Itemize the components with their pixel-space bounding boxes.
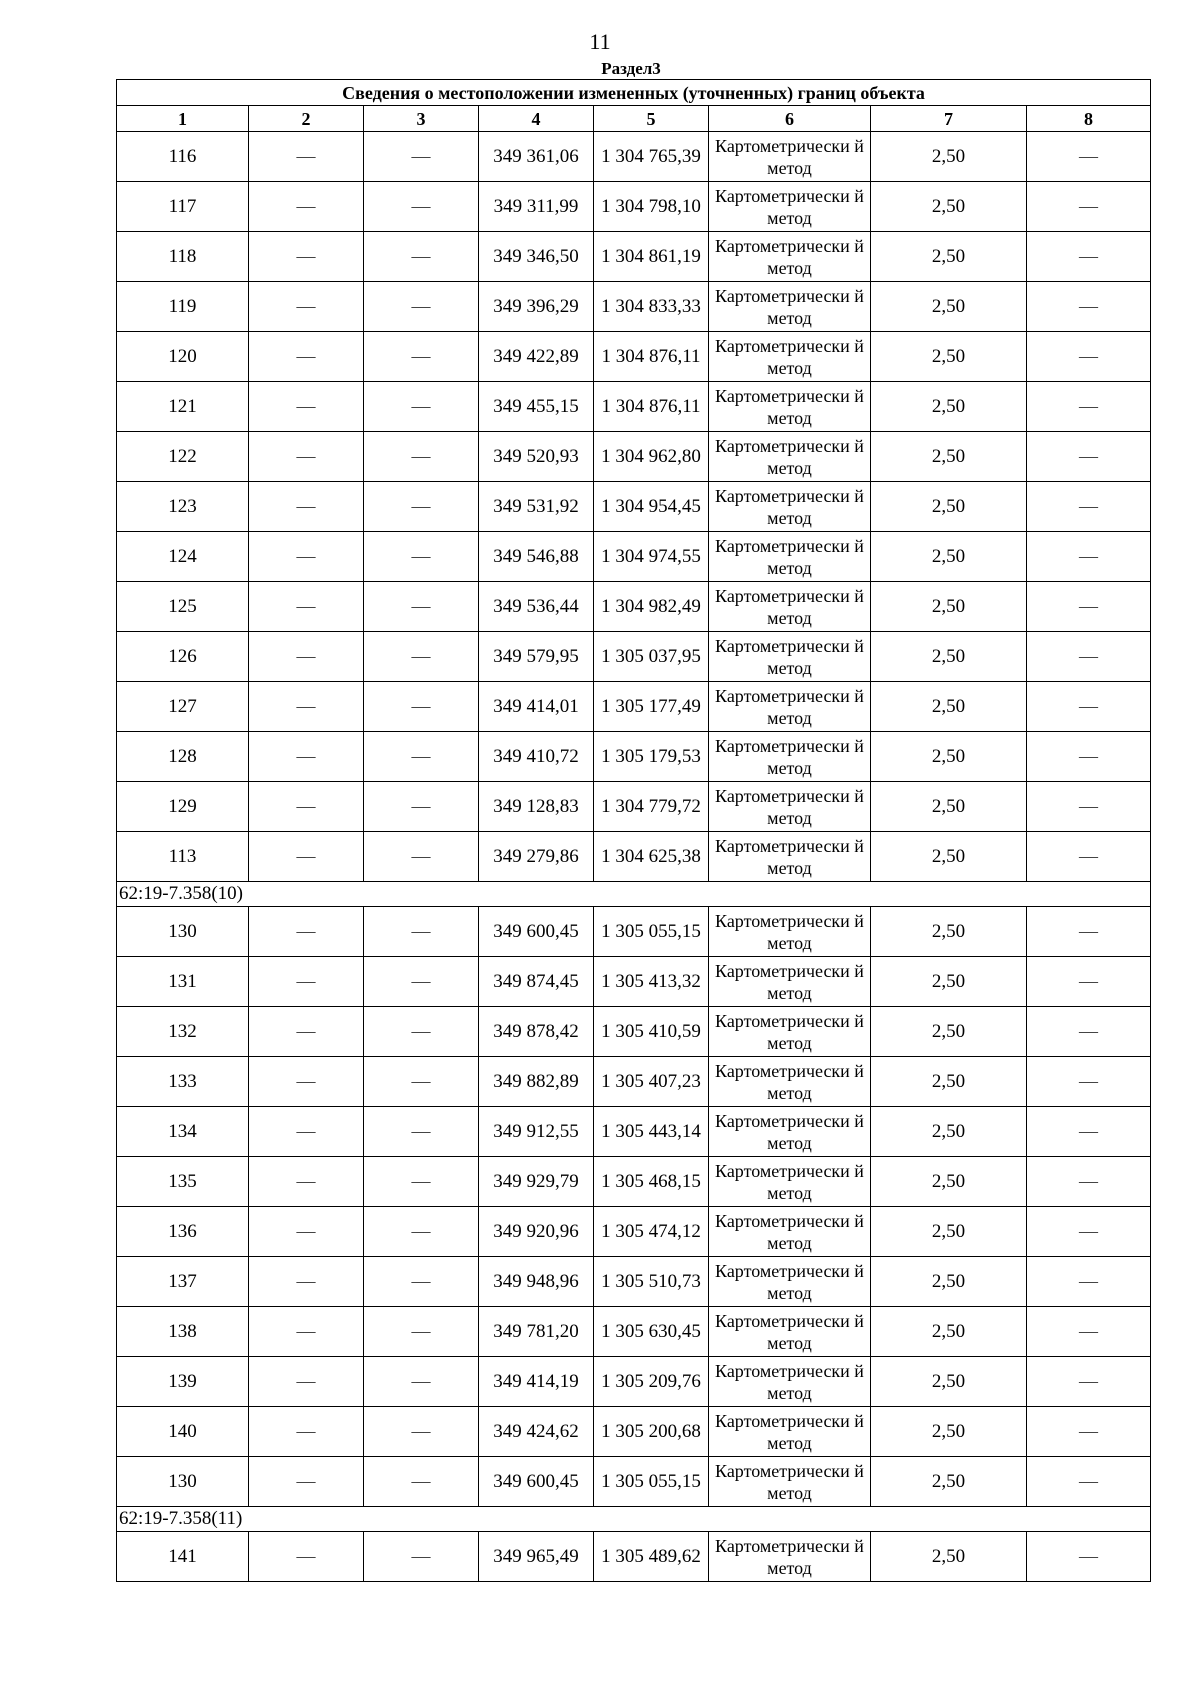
col2-cell: —: [249, 632, 364, 682]
col8-cell: —: [1027, 1407, 1151, 1457]
method-cell: Картометрически й метод: [709, 1157, 871, 1207]
col2-cell: —: [249, 682, 364, 732]
point-number-cell: 131: [117, 957, 249, 1007]
y-coordinate-cell: 1 304 798,10: [594, 182, 709, 232]
y-coordinate-cell: 1 305 474,12: [594, 1207, 709, 1257]
col8-cell: —: [1027, 682, 1151, 732]
column-header: 2: [249, 106, 364, 132]
accuracy-cell: 2,50: [871, 1007, 1027, 1057]
x-coordinate-cell: 349 965,49: [479, 1532, 594, 1582]
boundary-coordinates-table: [116, 79, 1151, 1582]
point-number-cell: 127: [117, 682, 249, 732]
accuracy-cell: 2,50: [871, 532, 1027, 582]
accuracy-cell: 2,50: [871, 1457, 1027, 1507]
table-row: [117, 732, 1151, 782]
y-coordinate-cell: 1 305 407,23: [594, 1057, 709, 1107]
y-coordinate-cell: 1 305 510,73: [594, 1257, 709, 1307]
accuracy-cell: 2,50: [871, 632, 1027, 682]
col8-cell: —: [1027, 582, 1151, 632]
col8-cell: —: [1027, 957, 1151, 1007]
x-coordinate-cell: 349 882,89: [479, 1057, 594, 1107]
column-header: 3: [364, 106, 479, 132]
point-number-cell: 138: [117, 1307, 249, 1357]
x-coordinate-cell: 349 410,72: [479, 732, 594, 782]
x-coordinate-cell: 349 346,50: [479, 232, 594, 282]
accuracy-cell: 2,50: [871, 1157, 1027, 1207]
table-row: [117, 1532, 1151, 1582]
point-number-cell: 116: [117, 132, 249, 182]
accuracy-cell: 2,50: [871, 1532, 1027, 1582]
column-header: 4: [479, 106, 594, 132]
point-number-cell: 124: [117, 532, 249, 582]
table-row: [117, 132, 1151, 182]
method-cell: Картометрически й метод: [709, 1007, 871, 1057]
col3-cell: —: [364, 832, 479, 882]
method-cell: Картометрически й метод: [709, 1107, 871, 1157]
accuracy-cell: 2,50: [871, 432, 1027, 482]
col3-cell: —: [364, 682, 479, 732]
y-coordinate-cell: 1 305 630,45: [594, 1307, 709, 1357]
x-coordinate-cell: 349 455,15: [479, 382, 594, 432]
col2-cell: —: [249, 957, 364, 1007]
column-header: 6: [709, 106, 871, 132]
col2-cell: —: [249, 1457, 364, 1507]
method-cell: Картометрически й метод: [709, 332, 871, 382]
point-number-cell: 117: [117, 182, 249, 232]
col8-cell: —: [1027, 1457, 1151, 1507]
col8-cell: —: [1027, 1157, 1151, 1207]
accuracy-cell: 2,50: [871, 332, 1027, 382]
col8-cell: —: [1027, 182, 1151, 232]
col2-cell: —: [249, 232, 364, 282]
point-number-cell: 113: [117, 832, 249, 882]
method-cell: Картометрически й метод: [709, 907, 871, 957]
col8-cell: —: [1027, 1007, 1151, 1057]
x-coordinate-cell: 349 912,55: [479, 1107, 594, 1157]
col3-cell: —: [364, 482, 479, 532]
table-row: [117, 682, 1151, 732]
method-cell: Картометрически й метод: [709, 1057, 871, 1107]
y-coordinate-cell: 1 304 974,55: [594, 532, 709, 582]
col3-cell: —: [364, 1157, 479, 1207]
col3-cell: —: [364, 1457, 479, 1507]
col3-cell: —: [364, 332, 479, 382]
col3-cell: —: [364, 582, 479, 632]
accuracy-cell: 2,50: [871, 232, 1027, 282]
method-cell: Картометрически й метод: [709, 732, 871, 782]
y-coordinate-cell: 1 305 055,15: [594, 1457, 709, 1507]
accuracy-cell: 2,50: [871, 582, 1027, 632]
col3-cell: —: [364, 132, 479, 182]
table-row: [117, 1157, 1151, 1207]
accuracy-cell: 2,50: [871, 832, 1027, 882]
x-coordinate-cell: 349 414,01: [479, 682, 594, 732]
accuracy-cell: 2,50: [871, 1257, 1027, 1307]
y-coordinate-cell: 1 304 876,11: [594, 382, 709, 432]
table-header-row: [117, 106, 1151, 132]
method-cell: Картометрически й метод: [709, 582, 871, 632]
point-number-cell: 118: [117, 232, 249, 282]
point-number-cell: 125: [117, 582, 249, 632]
table-row: [117, 532, 1151, 582]
method-cell: Картометрически й метод: [709, 182, 871, 232]
x-coordinate-cell: 349 311,99: [479, 182, 594, 232]
column-header: 5: [594, 106, 709, 132]
col3-cell: —: [364, 232, 479, 282]
y-coordinate-cell: 1 305 037,95: [594, 632, 709, 682]
method-cell: Картометрически й метод: [709, 1207, 871, 1257]
col3-cell: —: [364, 1007, 479, 1057]
table-row: [117, 1107, 1151, 1157]
x-coordinate-cell: 349 414,19: [479, 1357, 594, 1407]
point-number-cell: 120: [117, 332, 249, 382]
col3-cell: —: [364, 1107, 479, 1157]
group-row: [117, 1507, 1151, 1532]
method-cell: Картометрически й метод: [709, 1457, 871, 1507]
y-coordinate-cell: 1 305 413,32: [594, 957, 709, 1007]
point-number-cell: 122: [117, 432, 249, 482]
col8-cell: —: [1027, 282, 1151, 332]
method-cell: Картометрически й метод: [709, 482, 871, 532]
table-row: [117, 1407, 1151, 1457]
y-coordinate-cell: 1 304 876,11: [594, 332, 709, 382]
point-number-cell: 121: [117, 382, 249, 432]
point-number-cell: 134: [117, 1107, 249, 1157]
method-cell: Картометрически й метод: [709, 1532, 871, 1582]
point-number-cell: 132: [117, 1007, 249, 1057]
accuracy-cell: 2,50: [871, 682, 1027, 732]
col8-cell: —: [1027, 232, 1151, 282]
point-number-cell: 119: [117, 282, 249, 332]
x-coordinate-cell: 349 600,45: [479, 1457, 594, 1507]
accuracy-cell: 2,50: [871, 382, 1027, 432]
point-number-cell: 126: [117, 632, 249, 682]
y-coordinate-cell: 1 304 962,80: [594, 432, 709, 482]
y-coordinate-cell: 1 305 468,15: [594, 1157, 709, 1207]
col3-cell: —: [364, 1057, 479, 1107]
accuracy-cell: 2,50: [871, 1307, 1027, 1357]
col2-cell: —: [249, 1007, 364, 1057]
accuracy-cell: 2,50: [871, 1107, 1027, 1157]
accuracy-cell: 2,50: [871, 732, 1027, 782]
col8-cell: —: [1027, 782, 1151, 832]
accuracy-cell: 2,50: [871, 907, 1027, 957]
section-title: Раздел3: [601, 59, 661, 78]
col2-cell: —: [249, 582, 364, 632]
x-coordinate-cell: 349 531,92: [479, 482, 594, 532]
col8-cell: —: [1027, 1357, 1151, 1407]
point-number-cell: 123: [117, 482, 249, 532]
col3-cell: —: [364, 632, 479, 682]
col2-cell: —: [249, 1257, 364, 1307]
method-cell: Картометрически й метод: [709, 1357, 871, 1407]
method-cell: Картометрически й метод: [709, 232, 871, 282]
method-cell: Картометрически й метод: [709, 1407, 871, 1457]
col2-cell: —: [249, 1057, 364, 1107]
method-cell: Картометрически й метод: [709, 132, 871, 182]
method-cell: Картометрически й метод: [709, 532, 871, 582]
x-coordinate-cell: 349 878,42: [479, 1007, 594, 1057]
col2-cell: —: [249, 182, 364, 232]
method-cell: Картометрически й метод: [709, 382, 871, 432]
method-cell: Картометрически й метод: [709, 782, 871, 832]
method-cell: Картометрически й метод: [709, 682, 871, 732]
col8-cell: —: [1027, 382, 1151, 432]
x-coordinate-cell: 349 920,96: [479, 1207, 594, 1257]
x-coordinate-cell: 349 279,86: [479, 832, 594, 882]
x-coordinate-cell: 349 600,45: [479, 907, 594, 957]
x-coordinate-cell: 349 424,62: [479, 1407, 594, 1457]
col2-cell: —: [249, 1307, 364, 1357]
col3-cell: —: [364, 782, 479, 832]
method-cell: Картометрически й метод: [709, 1307, 871, 1357]
col3-cell: —: [364, 1307, 479, 1357]
col3-cell: —: [364, 1357, 479, 1407]
table-row: [117, 482, 1151, 532]
col3-cell: —: [364, 1257, 479, 1307]
col3-cell: —: [364, 907, 479, 957]
x-coordinate-cell: 349 948,96: [479, 1257, 594, 1307]
col2-cell: —: [249, 332, 364, 382]
point-number-cell: 141: [117, 1532, 249, 1582]
accuracy-cell: 2,50: [871, 1407, 1027, 1457]
accuracy-cell: 2,50: [871, 1207, 1027, 1257]
table-row: [117, 1257, 1151, 1307]
col2-cell: —: [249, 1107, 364, 1157]
accuracy-cell: 2,50: [871, 1357, 1027, 1407]
accuracy-cell: 2,50: [871, 1057, 1027, 1107]
col2-cell: —: [249, 282, 364, 332]
accuracy-cell: 2,50: [871, 282, 1027, 332]
x-coordinate-cell: 349 422,89: [479, 332, 594, 382]
point-number-cell: 128: [117, 732, 249, 782]
col8-cell: —: [1027, 1307, 1151, 1357]
column-header: 7: [871, 106, 1027, 132]
col2-cell: —: [249, 1357, 364, 1407]
accuracy-cell: 2,50: [871, 132, 1027, 182]
table-row: [117, 907, 1151, 957]
col8-cell: —: [1027, 532, 1151, 582]
point-number-cell: 136: [117, 1207, 249, 1257]
col8-cell: —: [1027, 1257, 1151, 1307]
col2-cell: —: [249, 1407, 364, 1457]
y-coordinate-cell: 1 305 055,15: [594, 907, 709, 957]
point-number-cell: 137: [117, 1257, 249, 1307]
col3-cell: —: [364, 732, 479, 782]
x-coordinate-cell: 349 874,45: [479, 957, 594, 1007]
table-row: [117, 582, 1151, 632]
x-coordinate-cell: 349 520,93: [479, 432, 594, 482]
col8-cell: —: [1027, 1107, 1151, 1157]
col8-cell: —: [1027, 832, 1151, 882]
col3-cell: —: [364, 382, 479, 432]
table-row: [117, 957, 1151, 1007]
table-row: [117, 1457, 1151, 1507]
table-row: [117, 1307, 1151, 1357]
col3-cell: —: [364, 282, 479, 332]
col3-cell: —: [364, 182, 479, 232]
col8-cell: —: [1027, 132, 1151, 182]
col3-cell: —: [364, 1532, 479, 1582]
column-header: 8: [1027, 106, 1151, 132]
y-coordinate-cell: 1 304 954,45: [594, 482, 709, 532]
table-row: [117, 232, 1151, 282]
method-cell: Картометрически й метод: [709, 282, 871, 332]
y-coordinate-cell: 1 305 209,76: [594, 1357, 709, 1407]
table-row: [117, 282, 1151, 332]
y-coordinate-cell: 1 304 861,19: [594, 232, 709, 282]
x-coordinate-cell: 349 361,06: [479, 132, 594, 182]
table-row: [117, 382, 1151, 432]
table-row: [117, 1207, 1151, 1257]
method-cell: Картометрически й метод: [709, 832, 871, 882]
col2-cell: —: [249, 132, 364, 182]
x-coordinate-cell: 349 579,95: [479, 632, 594, 682]
col3-cell: —: [364, 1207, 479, 1257]
table-row: [117, 432, 1151, 482]
x-coordinate-cell: 349 536,44: [479, 582, 594, 632]
column-header: 1: [117, 106, 249, 132]
col8-cell: —: [1027, 732, 1151, 782]
point-number-cell: 139: [117, 1357, 249, 1407]
accuracy-cell: 2,50: [871, 182, 1027, 232]
y-coordinate-cell: 1 305 200,68: [594, 1407, 709, 1457]
y-coordinate-cell: 1 305 489,62: [594, 1532, 709, 1582]
accuracy-cell: 2,50: [871, 782, 1027, 832]
table-row: [117, 1357, 1151, 1407]
point-number-cell: 133: [117, 1057, 249, 1107]
accuracy-cell: 2,50: [871, 957, 1027, 1007]
col2-cell: —: [249, 382, 364, 432]
y-coordinate-cell: 1 305 177,49: [594, 682, 709, 732]
col2-cell: —: [249, 532, 364, 582]
col8-cell: —: [1027, 1532, 1151, 1582]
y-coordinate-cell: 1 305 443,14: [594, 1107, 709, 1157]
point-number-cell: 135: [117, 1157, 249, 1207]
point-number-cell: 130: [117, 1457, 249, 1507]
point-number-cell: 129: [117, 782, 249, 832]
table-caption-row: [117, 80, 1151, 106]
group-row: [117, 882, 1151, 907]
x-coordinate-cell: 349 128,83: [479, 782, 594, 832]
group-label: 62:19-7.358(11): [117, 1507, 1151, 1532]
x-coordinate-cell: 349 929,79: [479, 1157, 594, 1207]
col8-cell: —: [1027, 482, 1151, 532]
point-number-cell: 130: [117, 907, 249, 957]
group-label: 62:19-7.358(10): [117, 882, 1151, 907]
page-number: 11: [589, 29, 611, 54]
table-row: [117, 632, 1151, 682]
col8-cell: —: [1027, 632, 1151, 682]
x-coordinate-cell: 349 546,88: [479, 532, 594, 582]
method-cell: Картометрически й метод: [709, 432, 871, 482]
col2-cell: —: [249, 832, 364, 882]
col3-cell: —: [364, 432, 479, 482]
x-coordinate-cell: 349 396,29: [479, 282, 594, 332]
col2-cell: —: [249, 782, 364, 832]
col2-cell: —: [249, 482, 364, 532]
y-coordinate-cell: 1 304 833,33: [594, 282, 709, 332]
col8-cell: —: [1027, 332, 1151, 382]
col2-cell: —: [249, 432, 364, 482]
col3-cell: —: [364, 532, 479, 582]
y-coordinate-cell: 1 304 779,72: [594, 782, 709, 832]
accuracy-cell: 2,50: [871, 482, 1027, 532]
col8-cell: —: [1027, 907, 1151, 957]
col2-cell: —: [249, 1532, 364, 1582]
method-cell: Картометрически й метод: [709, 1257, 871, 1307]
table-row: [117, 332, 1151, 382]
col8-cell: —: [1027, 1057, 1151, 1107]
table-row: [117, 1007, 1151, 1057]
table-row: [117, 182, 1151, 232]
col3-cell: —: [364, 1407, 479, 1457]
y-coordinate-cell: 1 305 410,59: [594, 1007, 709, 1057]
method-cell: Картометрически й метод: [709, 957, 871, 1007]
col8-cell: —: [1027, 432, 1151, 482]
table-row: [117, 832, 1151, 882]
y-coordinate-cell: 1 304 982,49: [594, 582, 709, 632]
table-row: [117, 782, 1151, 832]
y-coordinate-cell: 1 304 765,39: [594, 132, 709, 182]
col2-cell: —: [249, 907, 364, 957]
col2-cell: —: [249, 1207, 364, 1257]
col2-cell: —: [249, 732, 364, 782]
table-caption: Сведения о местоположении измененных (уточненных) границ объекта: [117, 80, 1151, 106]
col3-cell: —: [364, 957, 479, 1007]
point-number-cell: 140: [117, 1407, 249, 1457]
col8-cell: —: [1027, 1207, 1151, 1257]
y-coordinate-cell: 1 304 625,38: [594, 832, 709, 882]
y-coordinate-cell: 1 305 179,53: [594, 732, 709, 782]
x-coordinate-cell: 349 781,20: [479, 1307, 594, 1357]
method-cell: Картометрически й метод: [709, 632, 871, 682]
col2-cell: —: [249, 1157, 364, 1207]
table-row: [117, 1057, 1151, 1107]
